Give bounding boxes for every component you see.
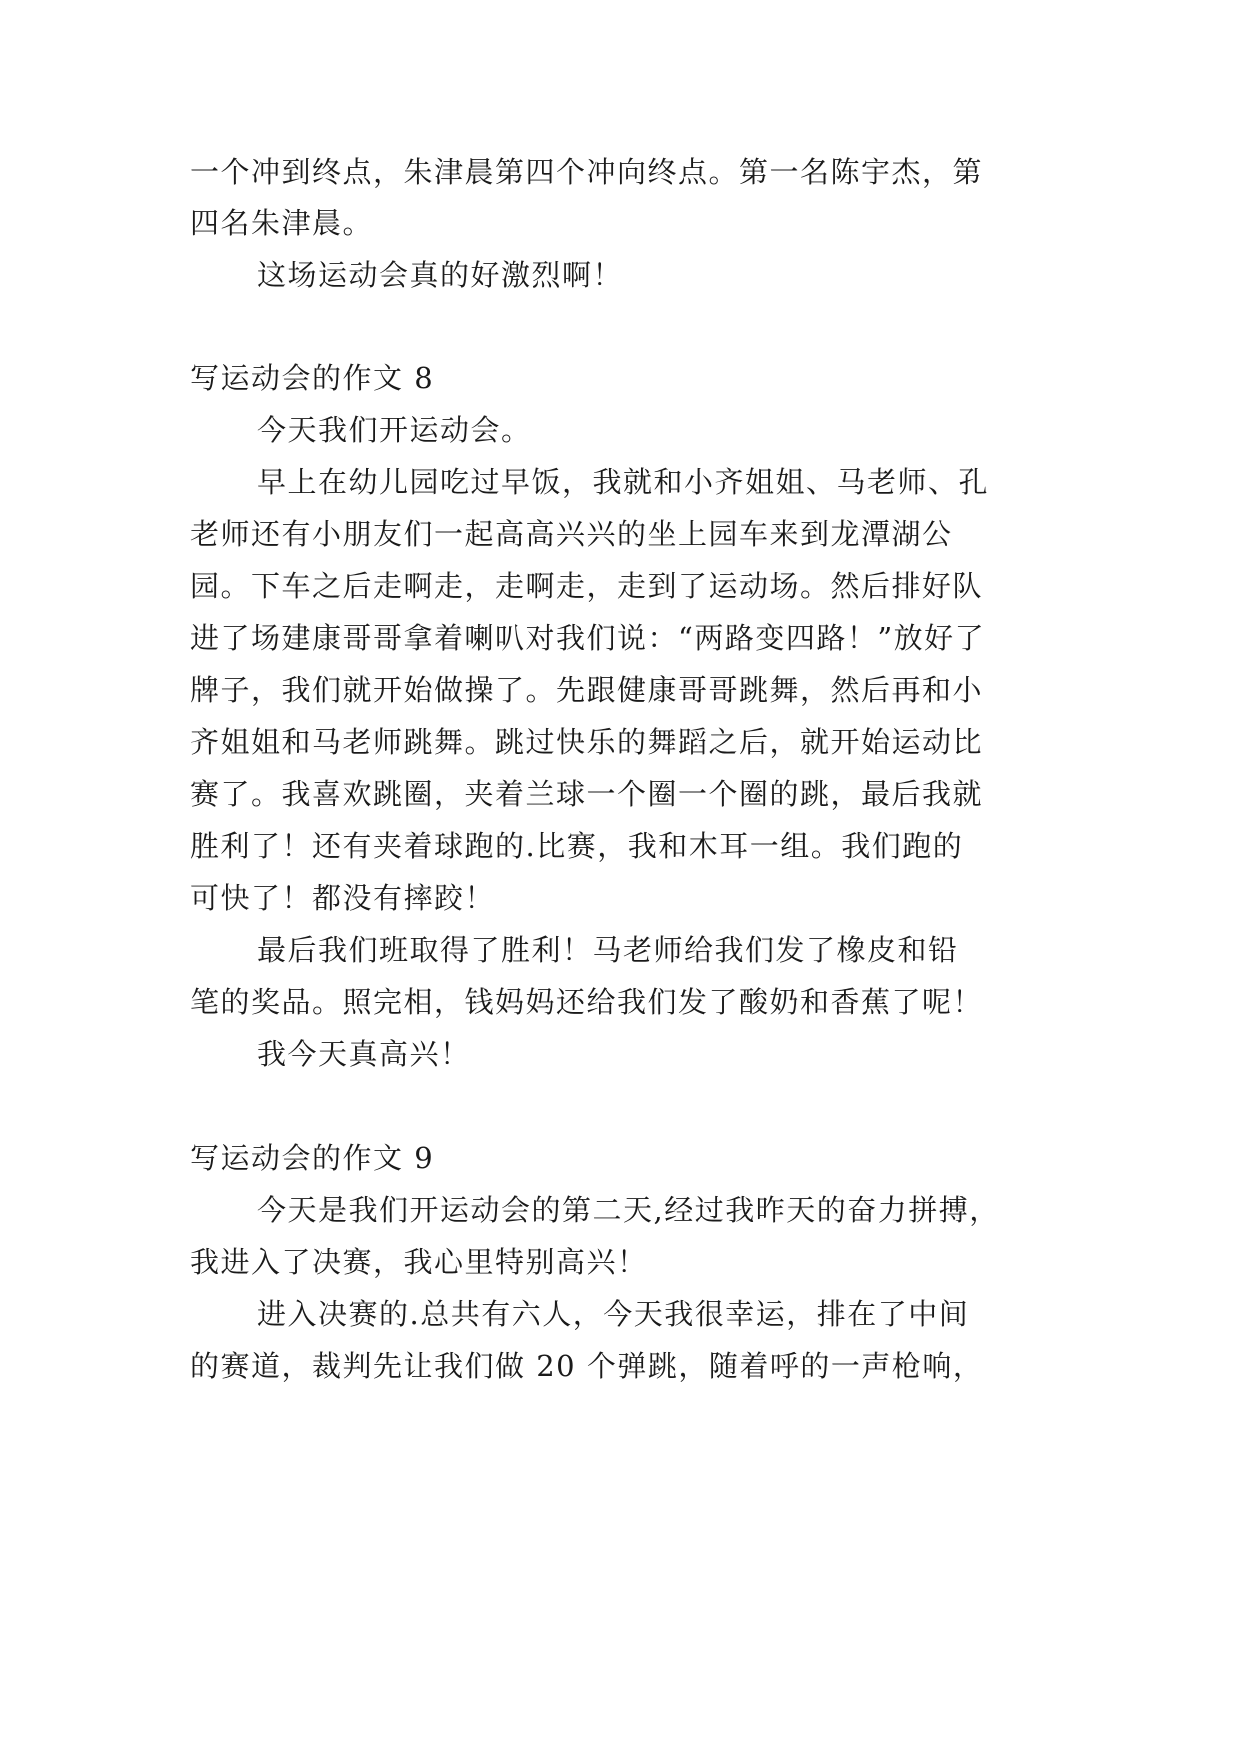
- text-line: 一个冲到终点，朱津晨第四个冲向终点。第一名陈宇杰，第: [190, 155, 984, 189]
- paragraph-line: 最后我们班取得了胜利！马老师给我们发了橡皮和铅: [257, 933, 959, 967]
- text-line: 可快了！都没有摔跤！: [190, 881, 496, 915]
- paragraph-line: 我今天真高兴！: [257, 1037, 471, 1071]
- paragraph-line: 进入决赛的.总共有六人，今天我很幸运，排在了中间: [257, 1297, 970, 1331]
- text-line: 笔的奖品。照完相，钱妈妈还给我们发了酸奶和香蕉了呢！: [190, 985, 984, 1019]
- paragraph-line: 早上在幼儿园吃过早饭，我就和小齐姐姐、马老师、孔: [257, 465, 990, 499]
- text-line: 胜利了！还有夹着球跑的.比赛，我和木耳一组。我们跑的: [190, 829, 964, 863]
- text-line: 牌子，我们就开始做操了。先跟健康哥哥跳舞，然后再和小: [190, 673, 984, 707]
- text-line: 我进入了决赛，我心里特别高兴！: [190, 1245, 648, 1279]
- text-line: 齐姐姐和马老师跳舞。跳过快乐的舞蹈之后，就开始运动比: [190, 725, 984, 759]
- text-line: 四名朱津晨。: [190, 206, 374, 240]
- section-heading: 写运动会的作文 9: [190, 1141, 435, 1175]
- text-line: 园。下车之后走啊走，走啊走，走到了运动场。然后排好队: [190, 569, 984, 603]
- paragraph-line: 今天我们开运动会。: [257, 413, 532, 447]
- text-line: 进了场建康哥哥拿着喇叭对我们说：“两路变四路！”放好了: [190, 621, 986, 655]
- text-line: 的赛道，裁判先让我们做 20 个弹跳，随着呼的一声枪响，: [190, 1349, 984, 1383]
- paragraph-line: 今天是我们开运动会的第二天,经过我昨天的奋力拼搏，: [257, 1193, 1000, 1227]
- text-line: 赛了。我喜欢跳圈，夹着兰球一个圈一个圈的跳，最后我就: [190, 777, 984, 811]
- paragraph-line: 这场运动会真的好激烈啊！: [257, 258, 624, 292]
- text-line: 老师还有小朋友们一起高高兴兴的坐上园车来到龙潭湖公: [190, 517, 953, 551]
- section-heading: 写运动会的作文 8: [190, 361, 435, 395]
